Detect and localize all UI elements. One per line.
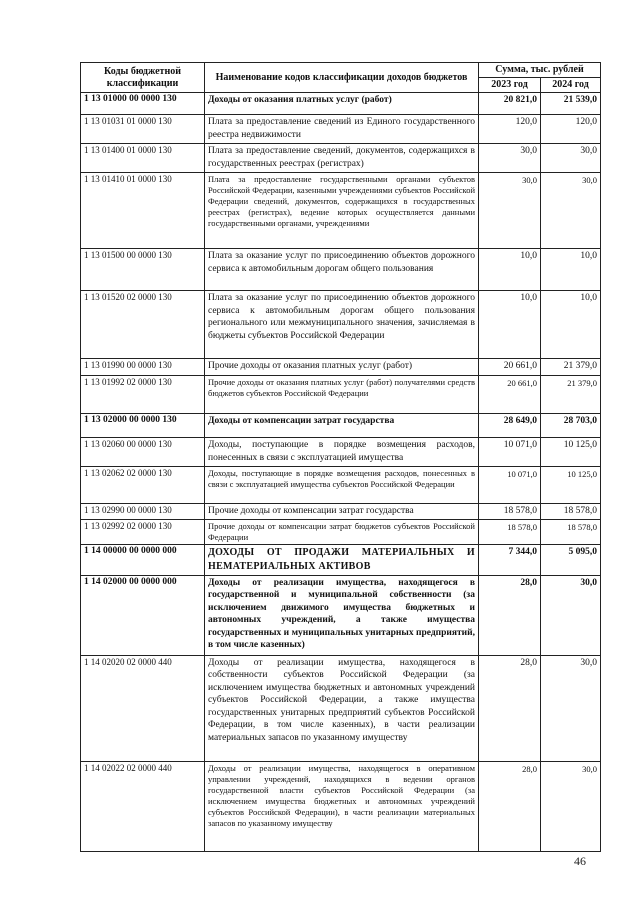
- row-2024: 18 578,0: [541, 519, 601, 544]
- table-row: [81, 249, 601, 291]
- row-2023: 10 071,0: [479, 438, 541, 467]
- table-row: [81, 376, 601, 414]
- row-code: 1 13 02000 00 0000 130: [81, 414, 205, 438]
- row-2024: 21 539,0: [541, 93, 601, 115]
- row-code: 1 14 02022 02 0000 440: [81, 761, 205, 851]
- table-row: [81, 438, 601, 467]
- row-2023: 10,0: [479, 291, 541, 359]
- table-row: [81, 655, 601, 761]
- header-year-2023: 2023 год: [479, 78, 541, 93]
- row-2023: 28,0: [479, 575, 541, 655]
- row-2024: 21 379,0: [541, 359, 601, 376]
- table-row: [81, 173, 601, 249]
- table-row: [81, 144, 601, 173]
- row-name: Доходы от реализации имущества, находящегося в оперативном управлении учреждений, находящихся в ведении органов государственной власти субъектов Российской Федерации (за исключением имущества бюджетных и автономных учреждений субъектов Российской Федерации), в части реализации материальных запасов по указанному имуществу: [205, 761, 479, 851]
- row-2023: 120,0: [479, 115, 541, 144]
- row-2023: 20 661,0: [479, 359, 541, 376]
- row-name: Доходы, поступающие в порядке возмещения расходов, понесенных в связи с эксплуатацией имущества субъектов Российской Федерации: [205, 467, 479, 504]
- row-2024: 30,0: [541, 761, 601, 851]
- row-2024: 10,0: [541, 291, 601, 359]
- row-2023: 28 649,0: [479, 414, 541, 438]
- row-code: 1 13 01410 01 0000 130: [81, 173, 205, 249]
- row-name: Плата за предоставление сведений, документов, содержащихся в государственных реестрах (регистрах): [205, 144, 479, 173]
- table-row: [81, 544, 601, 575]
- row-code: 1 14 02020 02 0000 440: [81, 655, 205, 761]
- header-name: Наименование кодов классификации доходов бюджетов: [205, 63, 479, 93]
- row-2023: 10,0: [479, 249, 541, 291]
- row-code: 1 13 01520 02 0000 130: [81, 291, 205, 359]
- row-name: Доходы от компенсации затрат государства: [205, 414, 479, 438]
- row-2024: 10 125,0: [541, 438, 601, 467]
- row-2023: 18 578,0: [479, 504, 541, 520]
- row-name: Плата за предоставление государственными органами субъектов Российской Федерации, казенными учреждениями субъектов Российской Федерации сведений, документов, содержащихся в государственных реестрах (регистрах), ведение которых осуществляется данными государственными органами, учреждениями: [205, 173, 479, 249]
- row-name: Прочие доходы от компенсации затрат государства: [205, 504, 479, 520]
- table-row: [81, 115, 601, 144]
- table-row: [81, 414, 601, 438]
- row-code: 1 13 01031 01 0000 130: [81, 115, 205, 144]
- row-name: Доходы от реализации имущества, находящегося в государственной и муниципальной собственности (за исключением движимого имущества бюджетных и автономных учреждений, а также имущества государственных и муниципальных унитарных предприятий, в том числе казенных): [205, 575, 479, 655]
- row-name: Доходы от оказания платных услуг (работ): [205, 93, 479, 115]
- row-2024: 5 095,0: [541, 544, 601, 575]
- row-2023: 30,0: [479, 144, 541, 173]
- row-name: Прочие доходы от оказания платных услуг (работ): [205, 359, 479, 376]
- row-2024: 30,0: [541, 173, 601, 249]
- row-2024: 30,0: [541, 655, 601, 761]
- row-code: 1 13 02062 02 0000 130: [81, 467, 205, 504]
- row-name: Доходы, поступающие в порядке возмещения расходов, понесенных в связи с эксплуатацией имущества: [205, 438, 479, 467]
- row-name: Плата за предоставление сведений из Единого государственного реестра недвижимости: [205, 115, 479, 144]
- row-2023: 20 821,0: [479, 93, 541, 115]
- row-name: ДОХОДЫ ОТ ПРОДАЖИ МАТЕРИАЛЬНЫХ И НЕМАТЕРИАЛЬНЫХ АКТИВОВ: [205, 544, 479, 575]
- table-row: [81, 575, 601, 655]
- row-2023: 28,0: [479, 655, 541, 761]
- table-row: [81, 291, 601, 359]
- row-name: Плата за оказание услуг по присоединению объектов дорожного сервиса к автомобильным дорогам общего пользования регионального или межмуниципального значения, зачисляемая в бюджеты субъектов Российской Федерации: [205, 291, 479, 359]
- row-code: 1 13 01992 02 0000 130: [81, 376, 205, 414]
- row-2024: 30,0: [541, 144, 601, 173]
- row-code: 1 13 01500 00 0000 130: [81, 249, 205, 291]
- budget-table: [80, 62, 601, 852]
- row-2024: 30,0: [541, 575, 601, 655]
- row-2024: 21 379,0: [541, 376, 601, 414]
- row-name: Прочие доходы от оказания платных услуг (работ) получателями средств бюджетов субъектов Российской Федерации: [205, 376, 479, 414]
- row-2024: 28 703,0: [541, 414, 601, 438]
- row-name: Прочие доходы от компенсации затрат бюджетов субъектов Российской Федерации: [205, 519, 479, 544]
- row-2023: 10 071,0: [479, 467, 541, 504]
- row-2023: 20 661,0: [479, 376, 541, 414]
- row-2024: 120,0: [541, 115, 601, 144]
- row-code: 1 13 01400 01 0000 130: [81, 144, 205, 173]
- table-row: [81, 504, 601, 520]
- row-code: 1 13 02060 00 0000 130: [81, 438, 205, 467]
- row-2024: 10,0: [541, 249, 601, 291]
- header-year-2024: 2024 год: [541, 78, 601, 93]
- row-code: 1 14 00000 00 0000 000: [81, 544, 205, 575]
- row-code: 1 13 02990 00 0000 130: [81, 504, 205, 520]
- header-codes: Коды бюджетной классификации: [81, 63, 205, 93]
- row-code: 1 13 01000 00 0000 130: [81, 93, 205, 115]
- table-row: [81, 519, 601, 544]
- row-code: 1 14 02000 00 0000 000: [81, 575, 205, 655]
- row-2024: 10 125,0: [541, 467, 601, 504]
- page-number: 46: [574, 854, 586, 868]
- row-code: 1 13 01990 00 0000 130: [81, 359, 205, 376]
- row-2023: 7 344,0: [479, 544, 541, 575]
- row-2023: 18 578,0: [479, 519, 541, 544]
- table-row: [81, 467, 601, 504]
- row-2023: 30,0: [479, 173, 541, 249]
- header-sum: Сумма, тыс. рублей: [479, 63, 601, 78]
- table-row: [81, 761, 601, 851]
- table-row: [81, 93, 601, 115]
- row-2023: 28,0: [479, 761, 541, 851]
- row-2024: 18 578,0: [541, 504, 601, 520]
- row-name: Плата за оказание услуг по присоединению объектов дорожного сервиса к автомобильным дорогам общего пользования: [205, 249, 479, 291]
- table-row: [81, 359, 601, 376]
- header-row-top: [81, 63, 601, 78]
- row-name: Доходы от реализации имущества, находящегося в собственности субъектов Российской Федерации (за исключением имущества бюджетных и автономных учреждений субъектов Российской Федерации, а также имущества государственных унитарных предприятий субъектов Российской Федерации, в том числе казенных), в части реализации материальных запасов по указанному имуществу: [205, 655, 479, 761]
- row-code: 1 13 02992 02 0000 130: [81, 519, 205, 544]
